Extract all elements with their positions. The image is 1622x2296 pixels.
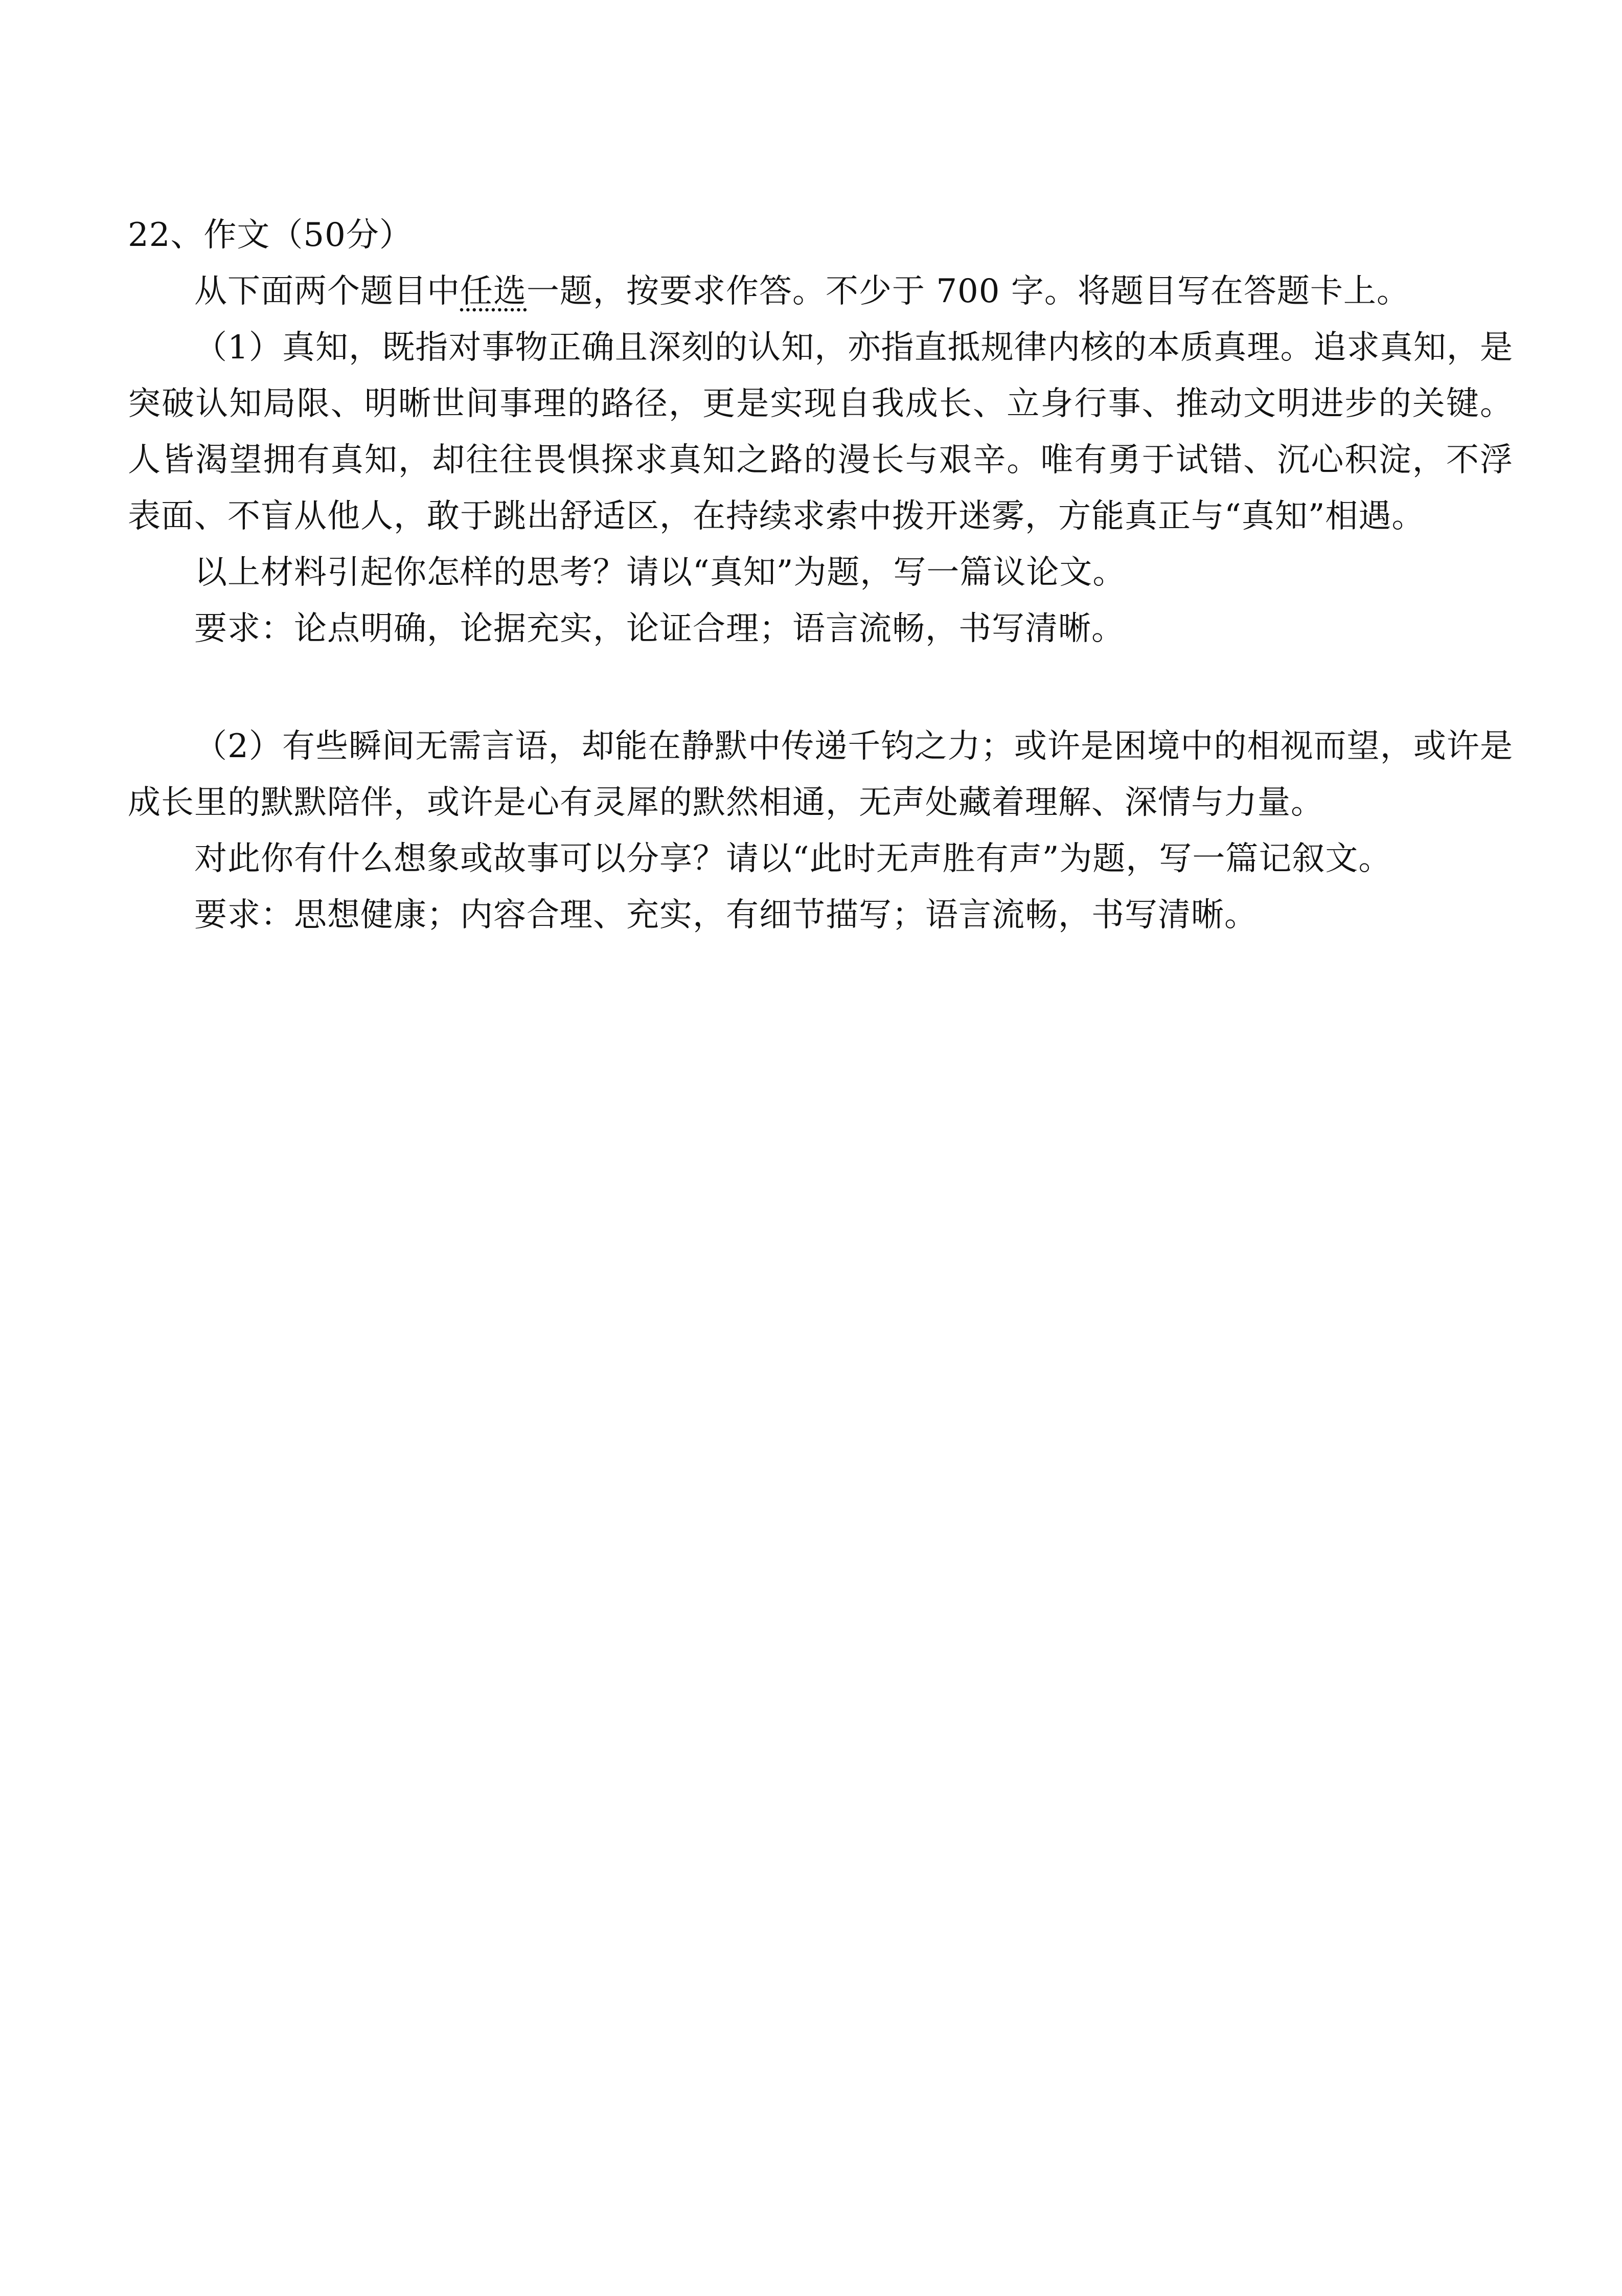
instruction-emphasis: 任选 — [460, 272, 527, 310]
topic1-line-3: 人皆渴望拥有真知，却往往畏惧探求真知之路的漫长与艰辛。唯有勇于试错、沉心积淀，不浮 — [128, 441, 1513, 479]
section-gap — [128, 657, 1513, 718]
essay-question — [128, 207, 1513, 943]
question-heading: 22、作文（50分） — [128, 216, 413, 254]
question-instruction — [128, 263, 1513, 320]
topic1-requirements: 要求：论点明确，论据充实，论证合理；语言流畅，书写清晰。 — [194, 610, 1125, 648]
topic2-line-2: 成长里的默默陪伴，或许是心有灵犀的默然相通，无声处藏着理解、深情与力量。 — [128, 784, 1324, 822]
topic1-line-2: 突破认知局限、明晰世间事理的路径，更是实现自我成长、立身行事、推动文明进步的关键。 — [128, 385, 1513, 423]
topic1-line-4: 表面、不盲从他人，敢于跳出舒适区，在持续求索中拨开迷雾，方能真正与“真知”相遇。 — [128, 497, 1425, 535]
topic2-requirements: 要求：思想健康；内容合理、充实，有细节描写；语言流畅，书写清晰。 — [194, 896, 1258, 934]
topic1-prompt: 以上材料引起你怎样的思考？请以“真知”为题，写一篇议论文。 — [194, 554, 1126, 592]
topic1-line-1: （1）真知，既指对事物正确且深刻的认知，亦指直抵规律内核的本质真理。追求真知，是 — [194, 329, 1513, 367]
instruction-text-a: 从下面两个题目中 — [194, 272, 460, 310]
topic2-prompt: 对此你有什么想象或故事可以分享？请以“此时无声胜有声”为题，写一篇记叙文。 — [194, 840, 1392, 878]
topic2-line-1: （2）有些瞬间无需言语，却能在静默中传递千钧之力；或许是困境中的相视而望，或许是 — [194, 728, 1513, 765]
instruction-text-b: 一题，按要求作答。不少于 700 字。将题目写在答题卡上。 — [527, 272, 1410, 310]
